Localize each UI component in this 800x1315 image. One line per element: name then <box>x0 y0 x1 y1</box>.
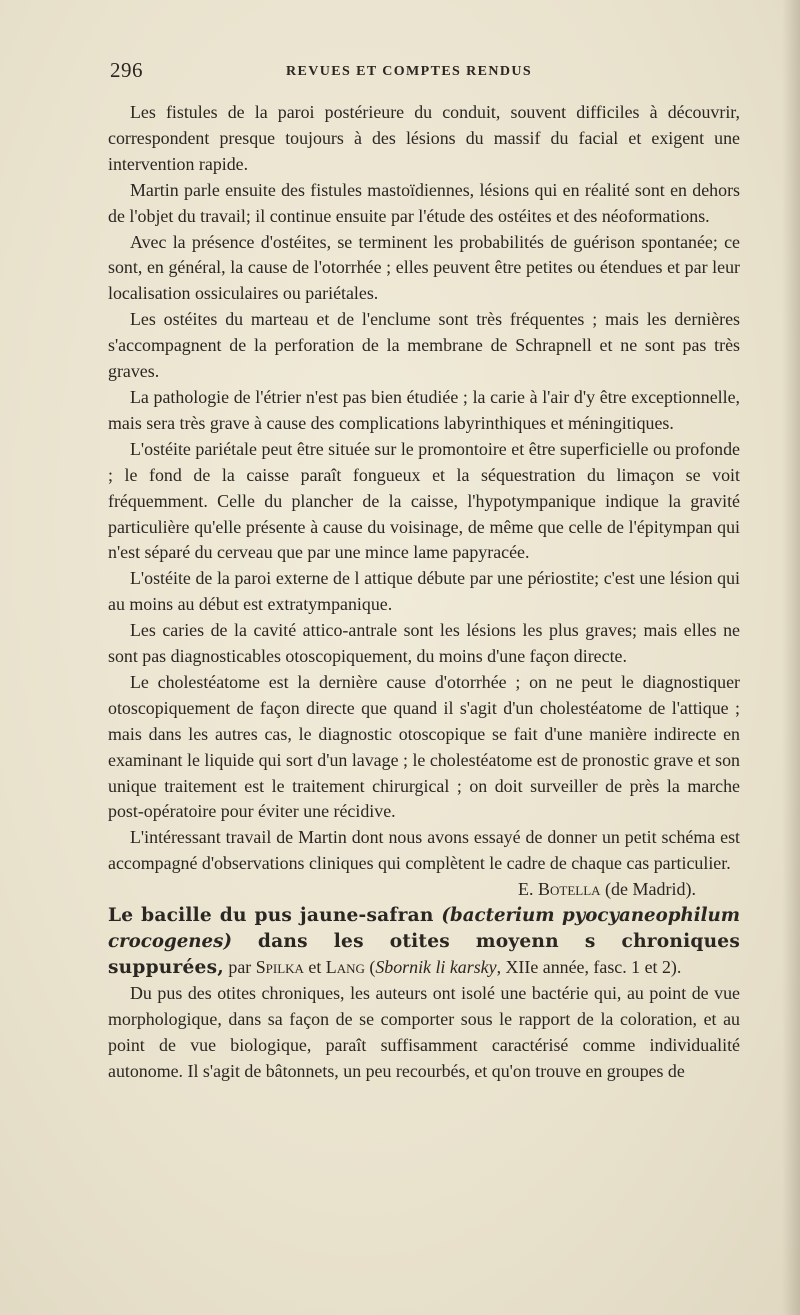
body-text <box>108 100 740 1084</box>
paragraph: Avec la présence d'ostéites, se terminent les probabilités de guérison spontanée; ce sont, en général, la cause de l'otorrhée ; elles peuvent être petites ou étendues et par leur localisation ossiculaires ou pariétales. <box>108 231 740 304</box>
review-and: et <box>303 956 326 977</box>
paragraph: Les fistules de la paroi postérieure du conduit, souvent difficiles à découvrir, correspondent presque toujours à des lésions du massif du facial et exigent une intervention rapide. <box>108 102 740 174</box>
review-title-latin: (bacterium pyocyaneophilum crocogenes) <box>108 905 740 952</box>
review-author-1: Spilka <box>255 956 304 977</box>
running-head: REVUES ET COMPTES RENDUS <box>286 64 533 79</box>
paragraph: L'intéressant travail de Martin dont nous avons essayé de donner un petit schéma est accompagné d'observations cliniques qui complètent le cadre de chaque cas particulier. <box>108 827 740 874</box>
signature-name: Botella <box>537 879 601 900</box>
page-number: 296 <box>110 58 143 82</box>
page-edge-shadow <box>782 0 800 1315</box>
paragraph: Les caries de la cavité attico-antrale sont les lésions les plus graves; mais elles ne sont pas diagnosticables otoscopiquement, du moins d'une façon directe. <box>108 620 740 667</box>
review-title-part1: Le bacille du pus jaune-safran <box>108 905 442 927</box>
review-source-open: ( <box>364 956 376 977</box>
paragraph: Le cholestéatome est la dernière cause d'otorrhée ; on ne peut le diagnostiquer otoscopiquement de façon directe que quand il s'agit d'un cholestéatome de l'attique ; mais dans les autres cas, le diagnostic otoscopique se fait d'une manière indirecte en examinant le liquide qui sort d'un lavage ; le cholestéatome est de pronostic grave et son unique traitement est le traitement chirurgical ; on doit surveiller de près la marche post-opératoire pour éviter une récidive. <box>108 671 740 822</box>
paragraph: L'ostéite de la paroi externe de l attique débute par une périostite; c'est une lésion qui au moins au début est extratympanique. <box>108 568 740 615</box>
review-heading <box>108 903 740 981</box>
review-source-rest: , XIIe année, fasc. 1 et 2). <box>496 956 682 977</box>
review-author-2: Lang <box>325 956 365 977</box>
signature-place: (de Madrid). <box>605 879 696 900</box>
paragraph: Les ostéites du marteau et de l'enclume sont très fréquentes ; mais les dernières s'accompagnent de la perforation de la membrane de Schrapnell et ne sont pas très graves. <box>108 309 740 382</box>
review-title-part2: dans les otites moyenn s chroniques suppurées, <box>108 931 740 978</box>
paragraph: La pathologie de l'étrier n'est pas bien étudiée ; la carie à l'air d'y être exceptionnelle, mais sera très grave à cause des complications labyrinthiques et méningitiques. <box>108 386 740 433</box>
review-journal: Sbornik li karsky <box>375 956 497 977</box>
paragraph: L'ostéite pariétale peut être située sur le promontoire et être superficielle ou profonde ; le fond de la caisse paraît fongueux et la séquestration du limaçon se voit fréquemment. Celle du plancher de la caisse, l'hypotympanique indique la gravité particulière qu'elle présente à cause du voisinage, de même que celle de l'épitympan qui n'est séparé du cerveau que par une mince lame papyracée. <box>108 438 740 563</box>
signature <box>108 877 740 903</box>
paragraph: Martin parle ensuite des fistules mastoïdiennes, lésions qui en réalité sont en dehors de l'objet du travail; il continue ensuite par l'étude des ostéites et des néoformations. <box>108 179 740 226</box>
review-by: par <box>223 956 256 977</box>
signature-initial: E. <box>517 879 534 900</box>
paragraph: Du pus des otites chroniques, les auteurs ont isolé une bactérie qui, au point de vue morphologique, dans sa façon de se comporter sous le rapport de la coloration, et au point de vue biologique, paraît suffisamment caractérisé comme individualité autonome. Il s'agit de bâtonnets, un peu recourbés, et qu'on trouve en groupes de <box>108 982 740 1081</box>
page-header <box>110 58 740 88</box>
